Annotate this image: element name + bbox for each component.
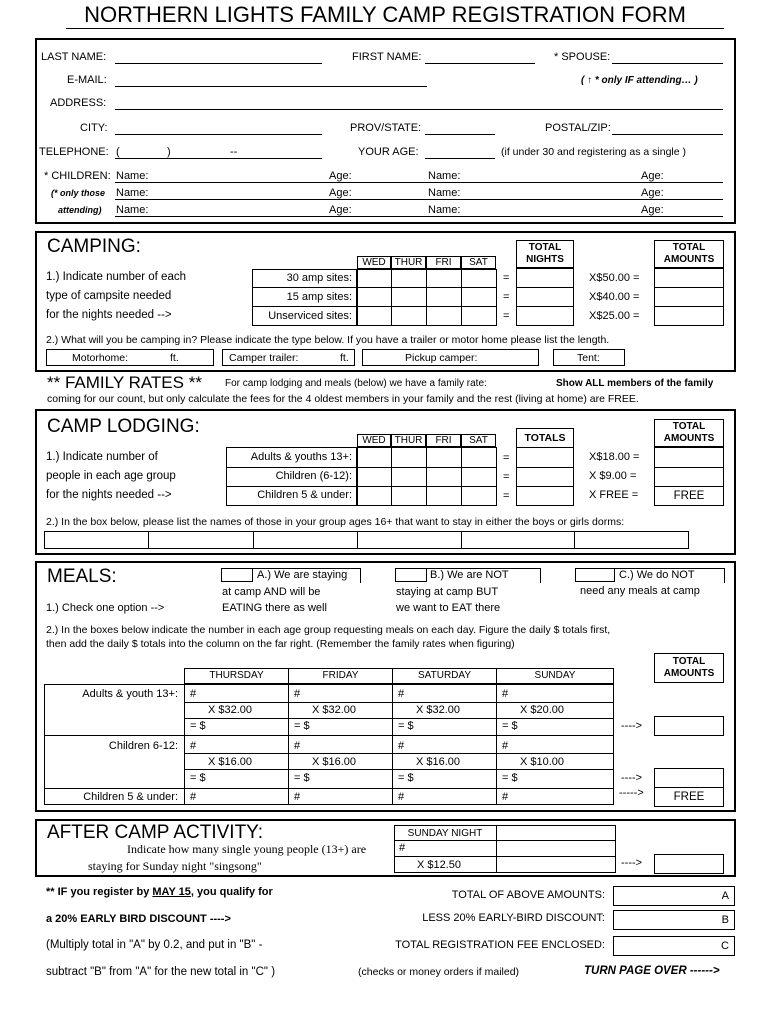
camping-total-amounts-header: TOTAL AMOUNTS (654, 240, 724, 268)
phone-dash: -- (230, 146, 238, 158)
camping-amount-unserviced[interactable] (654, 306, 724, 326)
meals-header-sunday: SUNDAY (496, 668, 614, 684)
meals-adults-sat-count[interactable]: # (398, 688, 405, 700)
meals-children-label: Children 6-12: (108, 740, 178, 752)
lodging-amount-under5: FREE (654, 486, 724, 506)
after-camp-text2: staying for Sunday night "singsong" (88, 859, 262, 873)
lodging-under5-sat[interactable] (461, 486, 497, 506)
family-rates-heading: ** FAMILY RATES ** (47, 373, 202, 392)
meals-option-c-line2: need any meals at camp (580, 585, 700, 597)
last-name-field[interactable] (115, 63, 322, 64)
sunday-night-rate: X $12.50 (417, 859, 462, 871)
less-discount-label: LESS 20% EARLY-BIRD DISCOUNT: (422, 912, 605, 924)
camping-rate-unserviced: X$25.00 = (589, 310, 640, 322)
lodging-adults-wed[interactable] (357, 447, 392, 468)
payment-note: (checks or money orders if mailed) (358, 966, 520, 978)
early-bird-line1 (46, 886, 273, 899)
camping-q1-line3: for the nights needed --> (46, 309, 172, 321)
lodging-children-label: Children (6-12): (275, 470, 352, 482)
meals-under5-amount: FREE (654, 787, 724, 807)
prov-state-field[interactable] (425, 134, 495, 135)
lodging-total-adults[interactable] (516, 447, 574, 468)
total-fee-field-c[interactable]: C (613, 936, 735, 956)
child-5-name-label: Name: (116, 204, 149, 216)
lodging-q1-line3: for the nights needed --> (46, 489, 172, 501)
camping-15amp-sat[interactable] (461, 287, 497, 307)
prov-state-label: PROV/STATE: (350, 122, 422, 134)
lodging-header-wed: WED (357, 434, 391, 447)
total-fee-label: TOTAL REGISTRATION FEE ENCLOSED: (395, 939, 605, 951)
camping-amount-30amp[interactable] (654, 268, 724, 288)
lodging-under5-fri[interactable] (426, 486, 462, 506)
camping-eq-2: = (503, 291, 510, 303)
meals-adults-thu-rate: X $32.00 (208, 704, 253, 716)
motorhome-ft: ft. (170, 352, 179, 364)
family-rates-text1-bold: Show ALL members of the family (556, 378, 714, 389)
meals-option-b-line3: we want to EAT there (396, 602, 501, 614)
total-above-label: TOTAL OF ABOVE AMOUNTS: (451, 889, 605, 901)
meals-total-amounts-header: TOTAL AMOUNTS (654, 653, 724, 683)
after-camp-text1: Indicate how many single young people (13+) are (127, 842, 367, 856)
child-6-name-label: Name: (428, 204, 461, 216)
camping-30amp-thur[interactable] (391, 269, 427, 288)
meals-check-one: 1.) Check one option --> (46, 602, 165, 614)
child-row-3-line[interactable] (115, 216, 723, 217)
camper-trailer-label: Camper trailer: (229, 352, 299, 364)
camping-q2: 2.) What will you be camping in? Please indicate the type below. If you have a trailer or motor home please list the length. (46, 334, 610, 346)
lodging-header-thur: THUR (391, 434, 426, 447)
camping-30amp-fri[interactable] (426, 269, 462, 288)
child-4-age-label: Age: (641, 187, 664, 199)
lodging-q1-line1: 1.) Indicate number of (46, 451, 158, 463)
meals-option-b-frame (395, 568, 541, 583)
lodging-adults-label: Adults & youths 13+: (250, 451, 352, 463)
child-2-name-label: Name: (428, 170, 461, 182)
title-underline (66, 28, 724, 29)
camping-unserviced-thur[interactable] (391, 306, 427, 326)
lodging-eq-2: = (503, 471, 510, 483)
lodging-under5-wed[interactable] (357, 486, 392, 506)
multiply-note-2: subtract "B" from "A" for the new total in "C" ) (46, 966, 276, 978)
camping-unserviced-wed[interactable] (357, 306, 392, 326)
spouse-field[interactable] (612, 63, 723, 64)
lodging-total-children[interactable] (516, 467, 574, 487)
lodging-q2: 2.) In the box below, please list the names of those in your group ages 16+ that want to stay in either the boys or girls dorms: (46, 516, 625, 528)
camping-amount-15amp[interactable] (654, 287, 724, 307)
city-field[interactable] (115, 134, 322, 135)
lodging-eq-3: = (503, 490, 510, 502)
camping-header-sat: SAT (461, 256, 496, 269)
child-3-name-label: Name: (116, 187, 149, 199)
meals-children-sun-count[interactable]: # (502, 740, 509, 752)
meals-adults-sat-rate: X $32.00 (416, 704, 461, 716)
child-row-2-line[interactable] (115, 199, 723, 200)
meals-children-fri-total[interactable]: = $ (294, 772, 310, 784)
children-note-2: attending) (58, 205, 102, 215)
dorm-name-1[interactable] (44, 531, 149, 549)
child-5-age-label: Age: (329, 204, 352, 216)
meals-under5-fri-count[interactable]: # (294, 791, 301, 803)
camping-nights-unserviced[interactable] (516, 306, 574, 326)
camping-q1-line1: 1.) Indicate number of each (46, 271, 186, 283)
meals-children-sun-rate: X $10.00 (520, 756, 565, 768)
child-2-age-label: Age: (641, 170, 664, 182)
meals-header-friday: FRIDAY (288, 668, 393, 684)
total-above-field-a[interactable]: A (613, 886, 735, 906)
camping-unserviced-sat[interactable] (461, 306, 497, 326)
telephone-field[interactable] (115, 158, 322, 159)
meals-children-sat-count[interactable]: # (398, 740, 405, 752)
camping-30amp-sat[interactable] (461, 269, 497, 288)
meals-option-a-frame (221, 568, 361, 583)
lodging-rate-under5: X FREE = (589, 489, 639, 501)
tent-label: Tent: (577, 352, 600, 364)
address-field[interactable] (115, 109, 723, 110)
early-bird-date: MAY 15 (152, 886, 191, 898)
sunday-night-header: SUNDAY NIGHT (407, 828, 483, 839)
meals-children-sun-total[interactable]: = $ (502, 772, 518, 784)
child-3-age-label: Age: (329, 187, 352, 199)
less-discount-field-b[interactable]: B (613, 910, 735, 930)
early-bird-line2: a 20% EARLY BIRD DISCOUNT ----> (46, 913, 231, 925)
meals-option-a-line2: at camp AND will be (222, 586, 321, 598)
family-rates-text1: For camp lodging and meals (below) we have a family rate: (225, 378, 487, 389)
meals-under5-label: Children 5 & under: (83, 791, 178, 803)
meals-children-fri-count[interactable]: # (294, 740, 301, 752)
last-name-label: LAST NAME: (41, 51, 107, 63)
early-bird-text-a: ** IF you register by (46, 886, 153, 898)
child-6-age-label: Age: (641, 204, 664, 216)
children-label: * CHILDREN: (44, 170, 111, 182)
camping-q1-line2: type of campsite needed (46, 290, 172, 302)
meals-adults-amount[interactable] (654, 716, 724, 736)
camping-15amp-label: 15 amp sites: (286, 291, 352, 303)
meals-option-c-frame (575, 568, 725, 583)
meals-heading: MEALS: (47, 566, 117, 587)
meals-children-thu-total[interactable]: = $ (190, 772, 206, 784)
meals-adults-thu-count[interactable]: # (190, 688, 197, 700)
camping-header-thur: THUR (391, 256, 426, 269)
meals-children-fri-rate: X $16.00 (312, 756, 357, 768)
lodging-adults-sat[interactable] (461, 447, 497, 468)
after-camp-heading: AFTER CAMP ACTIVITY: (47, 822, 264, 843)
lodging-adults-thur[interactable] (391, 447, 427, 468)
child-1-name-label: Name: (116, 170, 149, 182)
early-bird-text-b: , you qualify for (190, 886, 273, 898)
camping-rate-30amp: X$50.00 = (589, 272, 640, 284)
camping-nights-15amp[interactable] (516, 287, 574, 307)
meals-adults-fri-total[interactable]: = $ (294, 720, 310, 732)
meals-under5-sat-count[interactable]: # (398, 791, 405, 803)
meals-adults-sat-total[interactable]: = $ (398, 720, 414, 732)
meals-adults-sun-rate: X $20.00 (520, 704, 565, 716)
motorhome-label: Motorhome: (72, 352, 129, 364)
lodging-adults-fri[interactable] (426, 447, 462, 468)
family-rates-text2: coming for our count, but only calculate the fees for the 4 oldest members in your family and the rest (living at home) are FREE. (47, 393, 639, 405)
meals-option-c-line1: C.) We do NOT (619, 569, 695, 581)
spouse-label: * SPOUSE: (554, 51, 611, 63)
dorm-name-6[interactable] (574, 531, 689, 549)
child-row-1-line[interactable] (115, 182, 723, 183)
camping-rate-15amp: X$40.00 = (589, 291, 640, 303)
meals-option-a-line3: EATING there as well (222, 602, 327, 614)
lodging-total-amounts-header: TOTAL AMOUNTS (654, 419, 724, 447)
pickup-camper-label: Pickup camper: (405, 352, 478, 364)
after-camp-arrow: ----> (621, 857, 643, 869)
lodging-totals-header: TOTALS (516, 428, 574, 448)
camping-header-wed: WED (357, 256, 391, 269)
lodging-rate-adults: X$18.00 = (589, 451, 640, 463)
dorm-name-2[interactable] (148, 531, 254, 549)
meals-children-sat-total[interactable]: = $ (398, 772, 414, 784)
camp-lodging-heading: CAMP LODGING: (47, 416, 200, 437)
lodging-rate-children: X $9.00 = (589, 470, 637, 482)
meals-under5-arrow: -----> (619, 787, 644, 799)
camping-header-fri: FRI (426, 256, 461, 269)
first-name-label: FIRST NAME: (352, 51, 422, 63)
city-label: CITY: (80, 122, 108, 134)
camping-15amp-thur[interactable] (391, 287, 427, 307)
camping-heading: CAMPING: (47, 236, 141, 257)
camping-15amp-fri[interactable] (426, 287, 462, 307)
meals-adults-arrow: ----> (621, 720, 643, 732)
first-name-field[interactable] (425, 63, 535, 64)
your-age-label: YOUR AGE: (358, 146, 419, 158)
camping-30amp-label: 30 amp sites: (286, 272, 352, 284)
email-field[interactable] (115, 86, 427, 87)
spouse-note: ( ↑ * only IF attending… ) (581, 75, 698, 86)
lodging-children-wed[interactable] (357, 467, 392, 487)
children-note-1: (* only those (51, 188, 106, 198)
dorm-name-4[interactable] (357, 531, 462, 549)
meals-children-thu-rate: X $16.00 (208, 756, 253, 768)
meals-adults-label: Adults & youth 13+: (82, 688, 178, 700)
camping-nights-30amp[interactable] (516, 268, 574, 288)
dorm-name-3[interactable] (253, 531, 358, 549)
dorm-name-5[interactable] (461, 531, 575, 549)
meals-q2-line1: 2.) In the boxes below indicate the number in each age group requesting meals on each day. Figure the daily $ totals first, (46, 624, 611, 636)
camping-15amp-wed[interactable] (357, 287, 392, 307)
meals-children-sat-rate: X $16.00 (416, 756, 461, 768)
turn-page-note: TURN PAGE OVER ------> (584, 965, 720, 977)
lodging-amount-children[interactable] (654, 467, 724, 487)
phone-open-paren: ( (116, 146, 120, 158)
lodging-eq-1: = (503, 452, 510, 464)
lodging-under5-thur[interactable] (391, 486, 427, 506)
lodging-total-under5[interactable] (516, 486, 574, 506)
lodging-header-sat: SAT (461, 434, 496, 447)
lodging-children-thur[interactable] (391, 467, 427, 487)
child-1-age-label: Age: (329, 170, 352, 182)
email-label: E-MAIL: (67, 74, 107, 86)
lodging-children-fri[interactable] (426, 467, 462, 487)
telephone-label: TELEPHONE: (39, 146, 109, 158)
lodging-under5-label: Children 5 & under: (257, 489, 352, 501)
camping-eq-1: = (503, 272, 510, 284)
address-label: ADDRESS: (50, 97, 107, 109)
postal-zip-field[interactable] (612, 134, 723, 135)
child-4-name-label: Name: (428, 187, 461, 199)
meals-children-thu-count[interactable]: # (190, 740, 197, 752)
meals-option-b-line1: B.) We are NOT (430, 569, 509, 581)
meals-adults-sun-count[interactable]: # (502, 688, 509, 700)
meals-children-arrow: ----> (621, 772, 643, 784)
meals-under5-sun-count[interactable]: # (502, 791, 509, 803)
lodging-q1-line2: people in each age group (46, 470, 176, 482)
phone-close-paren: ) (167, 146, 171, 158)
after-camp-amount[interactable] (654, 854, 724, 874)
camper-trailer-ft: ft. (340, 352, 349, 364)
meals-option-a-line1: A.) We are staying (257, 569, 348, 581)
camping-30amp-wed[interactable] (357, 269, 392, 288)
meals-header-saturday: SATURDAY (392, 668, 497, 684)
meals-option-b-line2: staying at camp BUT (396, 586, 499, 598)
camping-eq-3: = (503, 310, 510, 322)
meals-adults-thu-total[interactable]: = $ (190, 720, 206, 732)
lodging-children-sat[interactable] (461, 467, 497, 487)
camping-unserviced-label: Unserviced sites: (268, 310, 352, 322)
sunday-night-count[interactable]: # (399, 842, 406, 854)
page-title: NORTHERN LIGHTS FAMILY CAMP REGISTRATION FORM (84, 2, 686, 27)
lodging-amount-adults[interactable] (654, 447, 724, 468)
camping-unserviced-fri[interactable] (426, 306, 462, 326)
meals-under5-thu-count[interactable]: # (190, 791, 197, 803)
multiply-note-1: (Multiply total in "A" by 0.2, and put in "B" - (46, 939, 263, 951)
age-note: (if under 30 and registering as a single ) (501, 146, 687, 158)
meals-adults-sun-total[interactable]: = $ (502, 720, 518, 732)
lodging-header-fri: FRI (426, 434, 461, 447)
meals-q2-line2: then add the daily $ totals into the column on the far right. (Remember the family rates when figuring) (46, 638, 515, 650)
camping-total-nights-header: TOTAL NIGHTS (516, 240, 574, 268)
meals-adults-fri-rate: X $32.00 (312, 704, 357, 716)
meals-adults-fri-count[interactable]: # (294, 688, 301, 700)
postal-zip-label: POSTAL/ZIP: (545, 122, 611, 134)
meals-header-thursday: THURSDAY (184, 668, 289, 684)
meals-children-amount[interactable] (654, 768, 724, 788)
your-age-field[interactable] (425, 158, 495, 159)
